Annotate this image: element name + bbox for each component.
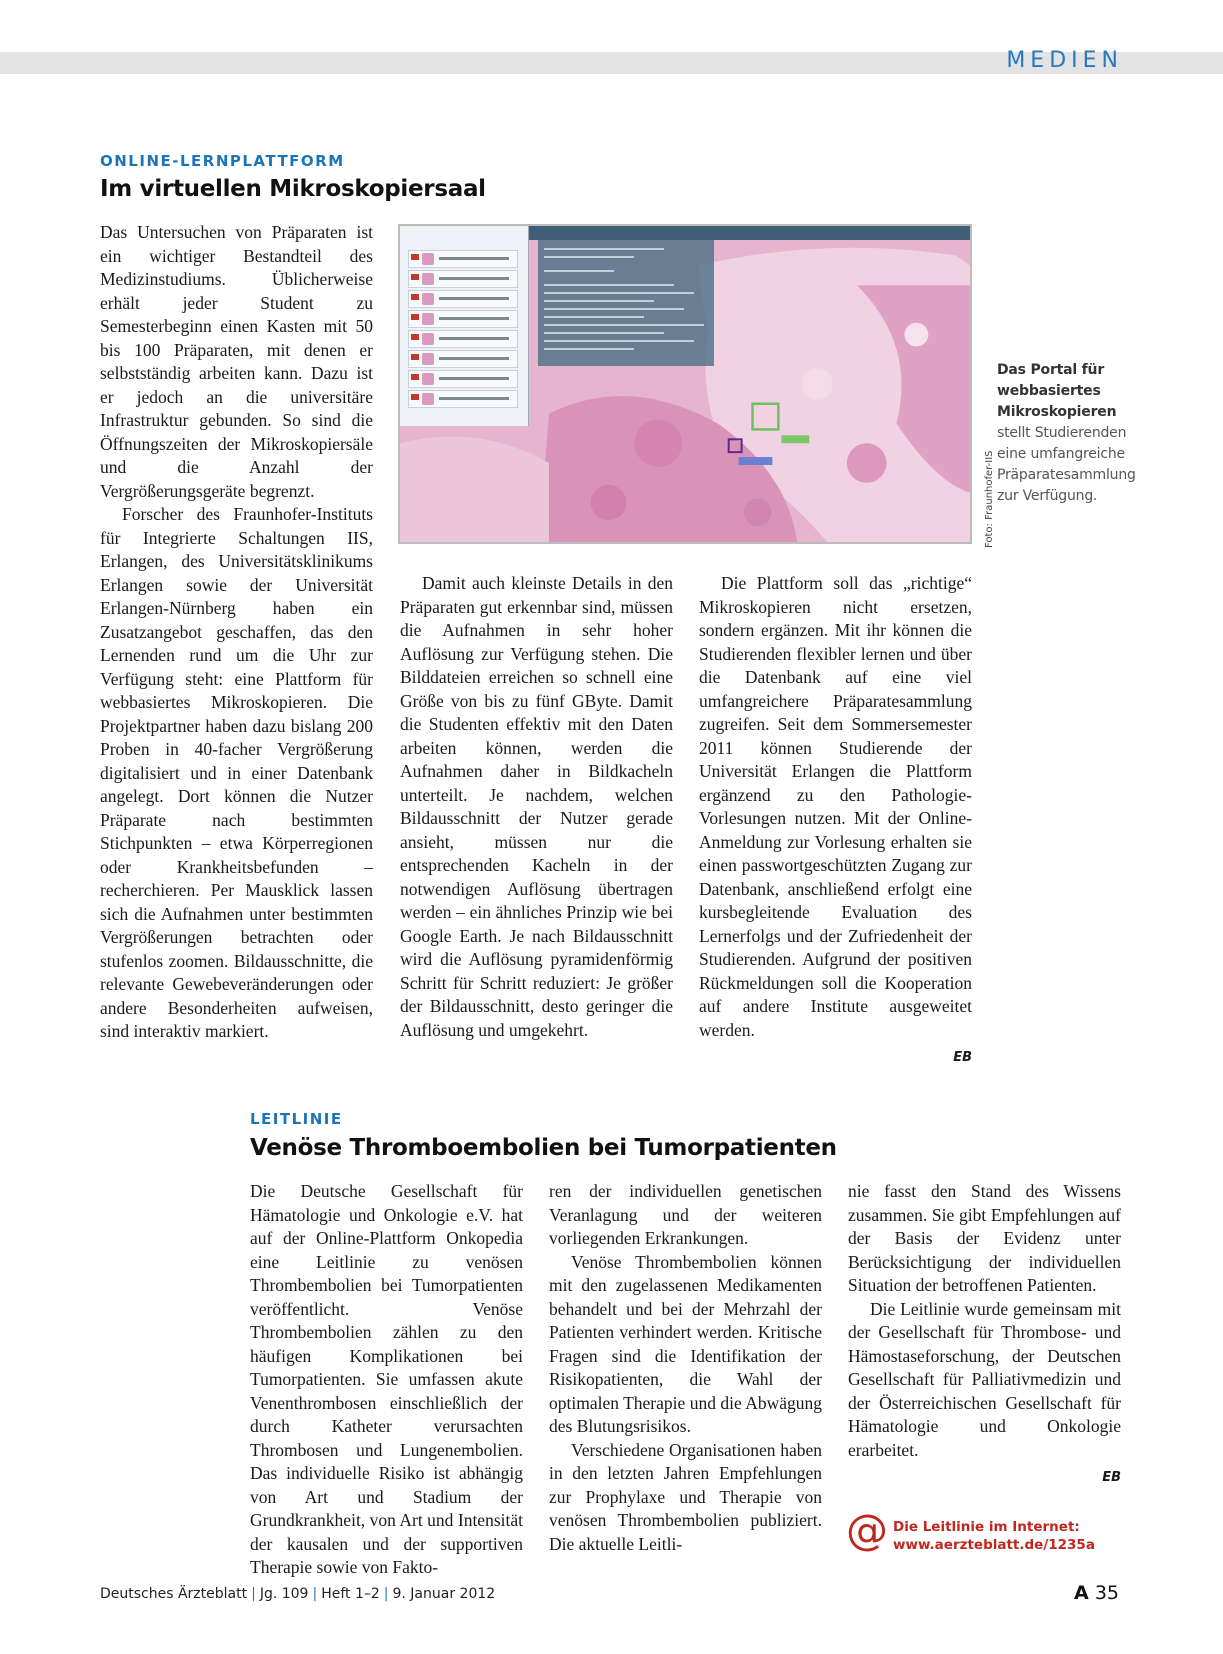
specimen-selection-panel [400,226,529,426]
paragraph: nie fasst den Stand des Wissens zusammen. Sie gibt Empfehlungen auf der Basis der Evidenz unter Berücksichtigung der individuellen Situation der betroffenen Patienten. [848,1181,1121,1295]
article1-column-3 [699,572,972,1070]
page-number [1074,1582,1119,1604]
paragraph: Die Leitlinie wurde gemeinsam mit der Gesellschaft für Thrombose- und Hämostaseforschung, der Deutschen Gesellschaft für Palliativmedizin und der Österreichischen Gesellschaft für Hämatologie und Onkologie erarbeitet. [848,1298,1121,1460]
paragraph: Das Untersuchen von Präparaten ist ein wichtiger Bestandteil des Medizinstudiums. Üblicherweise erhält jeder Student zu Semesterbeginn einen Kasten mit 50 bis 100 Präparaten, mit denen er selbstständig arbeiten kann. Dazu ist er jedoch an die universitäre Infrastruktur gebunden. So sind die Öffnungszeiten der Mikroskopiersäle und die Anzahl der Vergrößerungsgeräte begrenzt. [100,222,373,501]
paragraph: Die Deutsche Gesellschaft für Hämatologie und Onkologie e.V. hat auf der Online-Plattform Onkopedia eine Leitlinie zu venösen Thrombembolien bei Tumorpatienten veröffentlicht. Venöse Thrombembolien zählen zu den häufigen Komplikationen bei Tumorpatienten. Sie umfassen akute Venenthrombosen einschließlich der durch Katheter verursachten Thrombosen und Lungenembolien. Das individuelle Risiko ist abhängig von Art und Stadium der Grundkrankheit, von Art und Intensität der kausalen und der supportiven Therapie sowie von Fakto- [250,1181,523,1577]
article1-kicker: ONLINE-LERNPLATTFORM [100,152,345,170]
microscopy-portal-screenshot [398,224,972,544]
journal-name: Deutsches Ärzteblatt [100,1586,248,1602]
figure-caption [997,360,1136,507]
article2-column-2 [549,1180,822,1556]
paragraph: Forscher des Fraunhofer-Instituts für Integrierte Schaltungen IIS, Erlangen, des Universitätsklinikums Erlangen sowie der Universität Erlangen-Nürnberg haben ein Zusatzangebot geschaffen, das den Lernenden rund um die Uhr zur Verfügung steht: eine Plattform für webbasiertes Mikroskopieren. Die Projektpartner haben dazu bislang 200 Proben in 40-facher Vergrößerung digitalisiert und in einer Datenbank angelegt. Dort können die Nutzer Präparate nach bestimmten Stichpunkten – etwa Körperregionen oder Krankheitsbefunden – recherchieren. Per Mausklick lassen sich die Aufnahmen unter bestimmten Vergrößerungen betrachten oder stufenlos zoomen. Bildausschnitte, die relevante Gewebeveränderungen oder andere Besonderheiten aufweisen, sind interaktiv markiert. [100,504,373,1041]
issue-date: 9. Januar 2012 [392,1586,496,1602]
paragraph: Damit auch kleinste Details in den Präparaten gut erkennbar sind, müssen die Aufnahmen in sehr hoher Auflösung zur Verfügung stehen. Die Bilddateien erreichen so schnell eine Größe von bis zu fünf GByte. Damit die Studenten effektiv mit den Daten arbeiten können, werden die Aufnahmen daher in Bildkacheln unterteilt. Je nachdem, welchen Bildausschnitt der Nutzer gerade ansieht, müssen nur die entsprechenden Kacheln in der notwendigen Auflösung übertragen werden – ein ähnliches Prinzip wie bei Google Earth. Je nach Bildausschnitt wird die Auflösung pyramidenförmig Schritt für Schritt reduziert: Je größer der Bildausschnitt, desto geringer die Auflösung und umgekehrt. [400,573,673,1040]
page-prefix: A [1074,1582,1089,1604]
article2-kicker: LEITLINIE [250,1110,343,1128]
paragraph: Venöse Thrombembolien können mit den zugelassenen Medikamenten behandelt und bei der Mehrzahl der Patienten verhindert werden. Kritische Fragen sind die Identifikation der Risikopatienten, die Wahl der optimalen Therapie und die Abwägung des Blutungsrisikos. [549,1251,822,1436]
caption-bold: Das Portal für webbasiertes Mikroskopieren [997,362,1117,420]
paragraph: Verschiedene Organisationen haben in den letzten Jahren Empfehlungen zur Prophylaxe und Therapie von venösen Thrombembolien publiziert. Die aktuelle Leitli- [549,1439,822,1554]
section-label: MEDIEN [1006,48,1123,73]
article2-title: Venöse Thromboembolien bei Tumorpatienten [250,1135,837,1161]
caption-text: stellt Studierenden eine umfangreiche Präparatesammlung zur Verfügung. [997,425,1136,504]
author-signature: EB [1102,1470,1121,1485]
journal-volume: Jg. 109 [259,1586,309,1602]
paragraph: Die Plattform soll das „richtige“ Mikroskopieren nicht ersetzen, sondern ergänzen. Mit ihr können die Studierenden flexibler lernen und über die Datenbank auf eine viel umfangreichere Präparatesammlung zugreifen. Seit dem Sommersemester 2011 können Studierende der Universität Erlangen die Plattform ergänzend zu den Pathologie-Vorlesungen nutzen. Mit der Online-Anmeldung zur Vorlesung erhalten sie einen passwortgeschützten Zugang zur Datenbank, anschließend erfolgt eine kursbegleitende Evaluation des Lernerfolgs und der Zufriedenheit der Studierenden. Aufgrund der positiven Rückmeldungen soll die Kooperation auf andere Institute ausgeweitet werden. [699,573,972,1040]
article1-title: Im virtuellen Mikroskopiersaal [100,176,486,202]
web-link-url[interactable]: www.aerzteblatt.de/1235a [893,1537,1095,1553]
web-link-box[interactable] [893,1518,1095,1554]
at-sign-icon: @ [846,1505,888,1554]
article2-column-1 [250,1180,523,1580]
page-footer: Deutsches Ärzteblatt | Jg. 109 | Heft 1–2 | 9. Januar 2012 [100,1586,496,1602]
paragraph: ren der individuellen genetischen Veranlagung und der weiteren vorliegenden Erkrankungen. [549,1181,822,1248]
article1-column-2 [400,572,673,1042]
page-number-value: 35 [1094,1582,1119,1604]
slide-info-overlay [538,240,714,366]
journal-issue: Heft 1–2 [321,1586,380,1602]
author-signature: EB [953,1050,972,1065]
article2-column-3 [848,1180,1121,1490]
viewer-toolbar [528,226,972,240]
photo-credit: Foto: Fraunhofer-IIS [984,450,995,548]
article1-column-1 [100,221,373,1044]
web-link-label: Die Leitlinie im Internet: [893,1519,1080,1535]
